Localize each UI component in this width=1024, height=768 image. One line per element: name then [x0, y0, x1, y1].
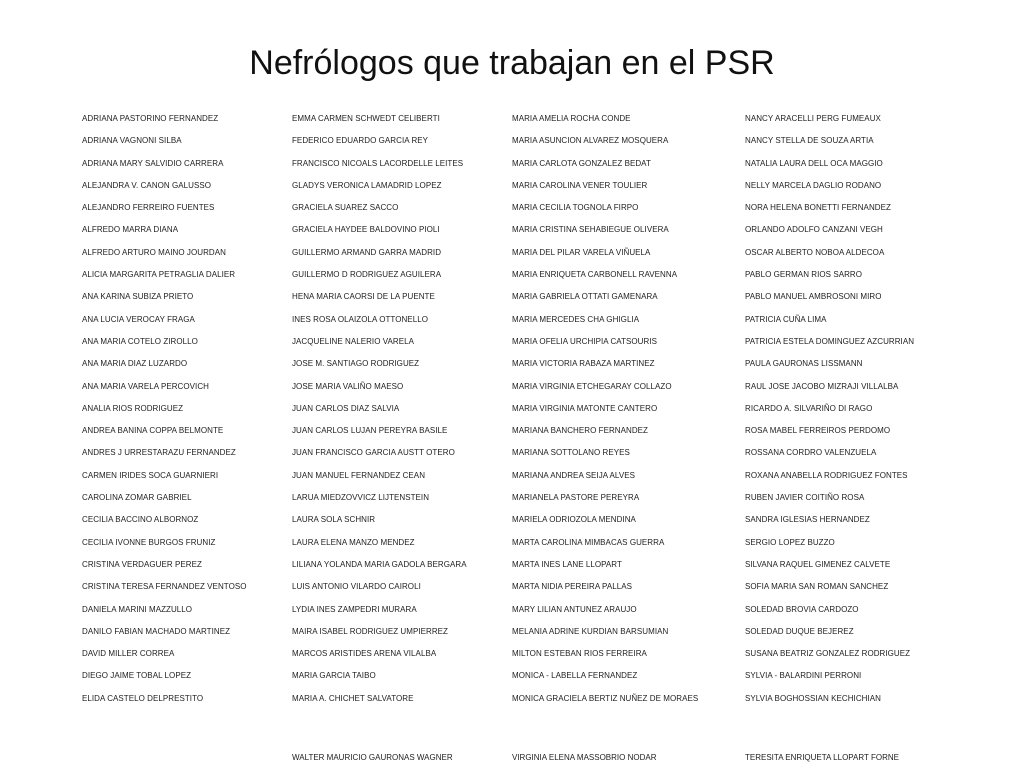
names-column-3 [512, 110, 698, 712]
names-column-4 [745, 110, 914, 712]
name-item: GUILLERMO D RODRIGUEZ AGUILERA [292, 270, 442, 280]
name-item: MELANIA ADRINE KURDIAN BARSUMIAN [512, 626, 669, 636]
name-item: JUAN CARLOS LUJAN PEREYRA BASILE [292, 426, 448, 436]
name-item: ALFREDO ARTURO MAINO JOURDAN [82, 247, 226, 257]
name-item: MARIA VICTORIA RABAZA MARTINEZ [512, 359, 655, 369]
name-item: MARIA GARCIA TAIBO [292, 671, 376, 681]
name-item: LYDIA INES ZAMPEDRI MURARA [292, 604, 417, 614]
name-item: ANA MARIA DIAZ LUZARDO [82, 359, 188, 369]
name-item: MONICA - LABELLA FERNANDEZ [512, 671, 638, 681]
name-item: MARIANA ANDREA SEIJA ALVES [512, 470, 635, 480]
name-item: ELIDA CASTELO DELPRESTITO [82, 693, 204, 703]
name-item: SYLVIA BOGHOSSIAN KECHICHIAN [745, 693, 881, 703]
name-item: LAURA SOLA SCHNIR [292, 515, 376, 525]
name-item: PATRICIA CUÑA LIMA [745, 314, 827, 324]
name-item: GRACIELA HAYDEE BALDOVINO PIOLI [292, 225, 440, 235]
name-item: ROSSANA CORDRO VALENZUELA [745, 448, 877, 458]
name-item: JACQUELINE NALERIO VARELA [292, 336, 415, 346]
name-item: DAVID MILLER CORREA [82, 649, 175, 659]
name-item: PATRICIA ESTELA DOMINGUEZ AZCURRIAN [745, 336, 915, 346]
name-item: GUILLERMO ARMAND GARRA MADRID [292, 247, 442, 257]
name-item: MARIA OFELIA URCHIPIA CATSOURIS [512, 336, 657, 346]
name-item: LAURA ELENA MANZO MENDEZ [292, 537, 415, 547]
name-item: MARIA ENRIQUETA CARBONELL RAVENNA [512, 270, 678, 280]
name-item: MARIANELA PASTORE PEREYRA [512, 493, 640, 503]
footer-name: TERESITA ENRIQUETA LLOPART FORNE [745, 753, 899, 762]
name-item: NORA HELENA BONETTI FERNANDEZ [745, 203, 891, 213]
name-item: SERGIO LOPEZ BUZZO [745, 537, 835, 547]
name-item: DANILO FABIAN MACHADO MARTINEZ [82, 626, 231, 636]
name-item: GRACIELA SUAREZ SACCO [292, 203, 399, 213]
name-item: MARIA A. CHICHET SALVATORE [292, 693, 414, 703]
name-item: ANA KARINA SUBIZA PRIETO [82, 292, 194, 302]
name-item: NELLY MARCELA DAGLIO RODANO [745, 180, 882, 190]
name-item: CARMEN IRIDES SOCA GUARNIERI [82, 470, 219, 480]
name-item: MARTA INES LANE LLOPART [512, 559, 622, 569]
name-item: JOSE MARIA VALIÑO MAESO [292, 381, 404, 391]
name-item: ANA MARIA COTELO ZIROLLO [82, 336, 198, 346]
name-item: ANA LUCIA VEROCAY FRAGA [82, 314, 195, 324]
name-item: MARCOS ARISTIDES ARENA VILALBA [292, 649, 437, 659]
name-item: MARIELA ODRIOZOLA MENDINA [512, 515, 636, 525]
footer-name: VIRGINIA ELENA MASSOBRIO NODAR [512, 753, 657, 762]
name-item: MARTA CAROLINA MIMBACAS GUERRA [512, 537, 665, 547]
name-item: MAIRA ISABEL RODRIGUEZ UMPIERREZ [292, 626, 448, 636]
name-item: MONICA GRACIELA BERTIZ NUÑEZ DE MORAES [512, 693, 699, 703]
name-item: MARIA ASUNCION ALVAREZ MOSQUERA [512, 136, 669, 146]
name-item: OSCAR ALBERTO NOBOA ALDECOA [745, 247, 885, 257]
name-item: MARIANA BANCHERO FERNANDEZ [512, 426, 648, 436]
name-item: CRISTINA TERESA FERNANDEZ VENTOSO [82, 582, 247, 592]
names-column-1 [82, 110, 247, 712]
name-item: FRANCISCO NICOALS LACORDELLE LEITES [292, 158, 464, 168]
name-item: LILIANA YOLANDA MARIA GADOLA BERGARA [292, 559, 467, 569]
name-item: MARIA MERCEDES CHA GHIGLIA [512, 314, 640, 324]
name-item: ANDRES J URRESTARAZU FERNANDEZ [82, 448, 236, 458]
name-item: ALEJANDRO FERREIRO FUENTES [82, 203, 215, 213]
name-item: PABLO GERMAN RIOS SARRO [745, 270, 863, 280]
name-item: JUAN CARLOS DIAZ SALVIA [292, 403, 400, 413]
name-item: MILTON ESTEBAN RIOS FERREIRA [512, 649, 647, 659]
name-item: SOFIA MARIA SAN ROMAN SANCHEZ [745, 582, 889, 592]
name-item: MARIA DEL PILAR VARELA VIÑUELA [512, 247, 651, 257]
name-item: RICARDO A. SILVARIÑO DI RAGO [745, 403, 873, 413]
name-item: SOLEDAD BROVIA CARDOZO [745, 604, 859, 614]
name-item: MARIA VIRGINIA MATONTE CANTERO [512, 403, 658, 413]
footer-name: WALTER MAURICIO GAURONAS WAGNER [292, 753, 453, 762]
name-item: SUSANA BEATRIZ GONZALEZ RODRIGUEZ [745, 649, 911, 659]
name-item: MARIA CARLOTA GONZALEZ BEDAT [512, 158, 651, 168]
name-item: MARIA GABRIELA OTTATI GAMENARA [512, 292, 658, 302]
name-item: RUBEN JAVIER COITIÑO ROSA [745, 493, 865, 503]
name-item: MARIA AMELIA ROCHA CONDE [512, 114, 631, 123]
name-item: CAROLINA ZOMAR GABRIEL [82, 493, 192, 503]
name-item: MARIA CRISTINA SEHABIEGUE OLIVERA [512, 225, 669, 235]
name-item: MARIANA SOTTOLANO REYES [512, 448, 630, 458]
name-item: ANALIA RIOS RODRIGUEZ [82, 403, 184, 413]
name-item: SANDRA IGLESIAS HERNANDEZ [745, 515, 870, 525]
name-item: ADRIANA VAGNONI SILBA [82, 136, 182, 146]
name-item: CECILIA IVONNE BURGOS FRUNIZ [82, 537, 216, 547]
footer-row [0, 751, 1024, 768]
name-item: LUIS ANTONIO VILARDO CAIROLI [292, 582, 421, 592]
name-item: NANCY ARACELLI PERG FUMEAUX [745, 114, 881, 123]
name-item: MARY LILIAN ANTUNEZ ARAUJO [512, 604, 637, 614]
name-item: FEDERICO EDUARDO GARCIA REY [292, 136, 429, 146]
name-item: HENA MARIA CAORSI DE LA PUENTE [292, 292, 435, 302]
name-item: INES ROSA OLAIZOLA OTTONELLO [292, 314, 428, 324]
name-item: ALICIA MARGARITA PETRAGLIA DALIER [82, 270, 236, 280]
name-item: ADRIANA MARY SALVIDIO CARRERA [82, 158, 224, 168]
name-item: ROSA MABEL FERREIROS PERDOMO [745, 426, 891, 436]
name-item: ANA MARIA VARELA PERCOVICH [82, 381, 209, 391]
name-item: MARIA VIRGINIA ETCHEGARAY COLLAZO [512, 381, 672, 391]
name-item: NATALIA LAURA DELL OCA MAGGIO [745, 158, 883, 168]
name-item: RAUL JOSE JACOBO MIZRAJI VILLALBA [745, 381, 899, 391]
name-item: ROXANA ANABELLA RODRIGUEZ FONTES [745, 470, 908, 480]
name-item: JOSE M. SANTIAGO RODRIGUEZ [292, 359, 420, 369]
name-item: ALEJANDRA V. CANON GALUSSO [82, 180, 212, 190]
name-item: GLADYS VERONICA LAMADRID LOPEZ [292, 180, 442, 190]
name-item: ORLANDO ADOLFO CANZANI VEGH [745, 225, 883, 235]
name-item: PABLO MANUEL AMBROSONI MIRO [745, 292, 882, 302]
name-item: NANCY STELLA DE SOUZA ARTIA [745, 136, 874, 146]
page-title: Nefrólogos que trabajan en el PSR [249, 44, 775, 82]
name-item: EMMA CARMEN SCHWEDT CELIBERTI [292, 114, 440, 123]
name-item: MARIA CECILIA TOGNOLA FIRPO [512, 203, 639, 213]
name-item: JUAN FRANCISCO GARCIA AUSTT OTERO [292, 448, 455, 458]
name-item: SYLVIA - BALARDINI PERRONI [745, 671, 862, 681]
name-item: SILVANA RAQUEL GIMENEZ CALVETE [745, 559, 891, 569]
name-item: MARTA NIDIA PEREIRA PALLAS [512, 582, 633, 592]
name-item: MARIA CAROLINA VENER TOULIER [512, 180, 648, 190]
names-column-2 [292, 110, 467, 712]
name-item: CECILIA BACCINO ALBORNOZ [82, 515, 199, 525]
name-item: ADRIANA PASTORINO FERNANDEZ [82, 114, 219, 123]
name-item: LARUA MIEDZOVVICZ LIJTENSTEIN [292, 493, 430, 503]
name-item: PAULA GAURONAS LISSMANN [745, 359, 863, 369]
name-item: DIEGO JAIME TOBAL LOPEZ [82, 671, 192, 681]
name-item: CRISTINA VERDAGUER PEREZ [82, 559, 202, 569]
name-item: JUAN MANUEL FERNANDEZ CEAN [292, 470, 426, 480]
name-item: SOLEDAD DUQUE BEJEREZ [745, 626, 854, 636]
name-item: ALFREDO MARRA DIANA [82, 225, 179, 235]
name-item: ANDREA BANINA COPPA BELMONTE [82, 426, 224, 436]
name-item: DANIELA MARINI MAZZULLO [82, 604, 193, 614]
